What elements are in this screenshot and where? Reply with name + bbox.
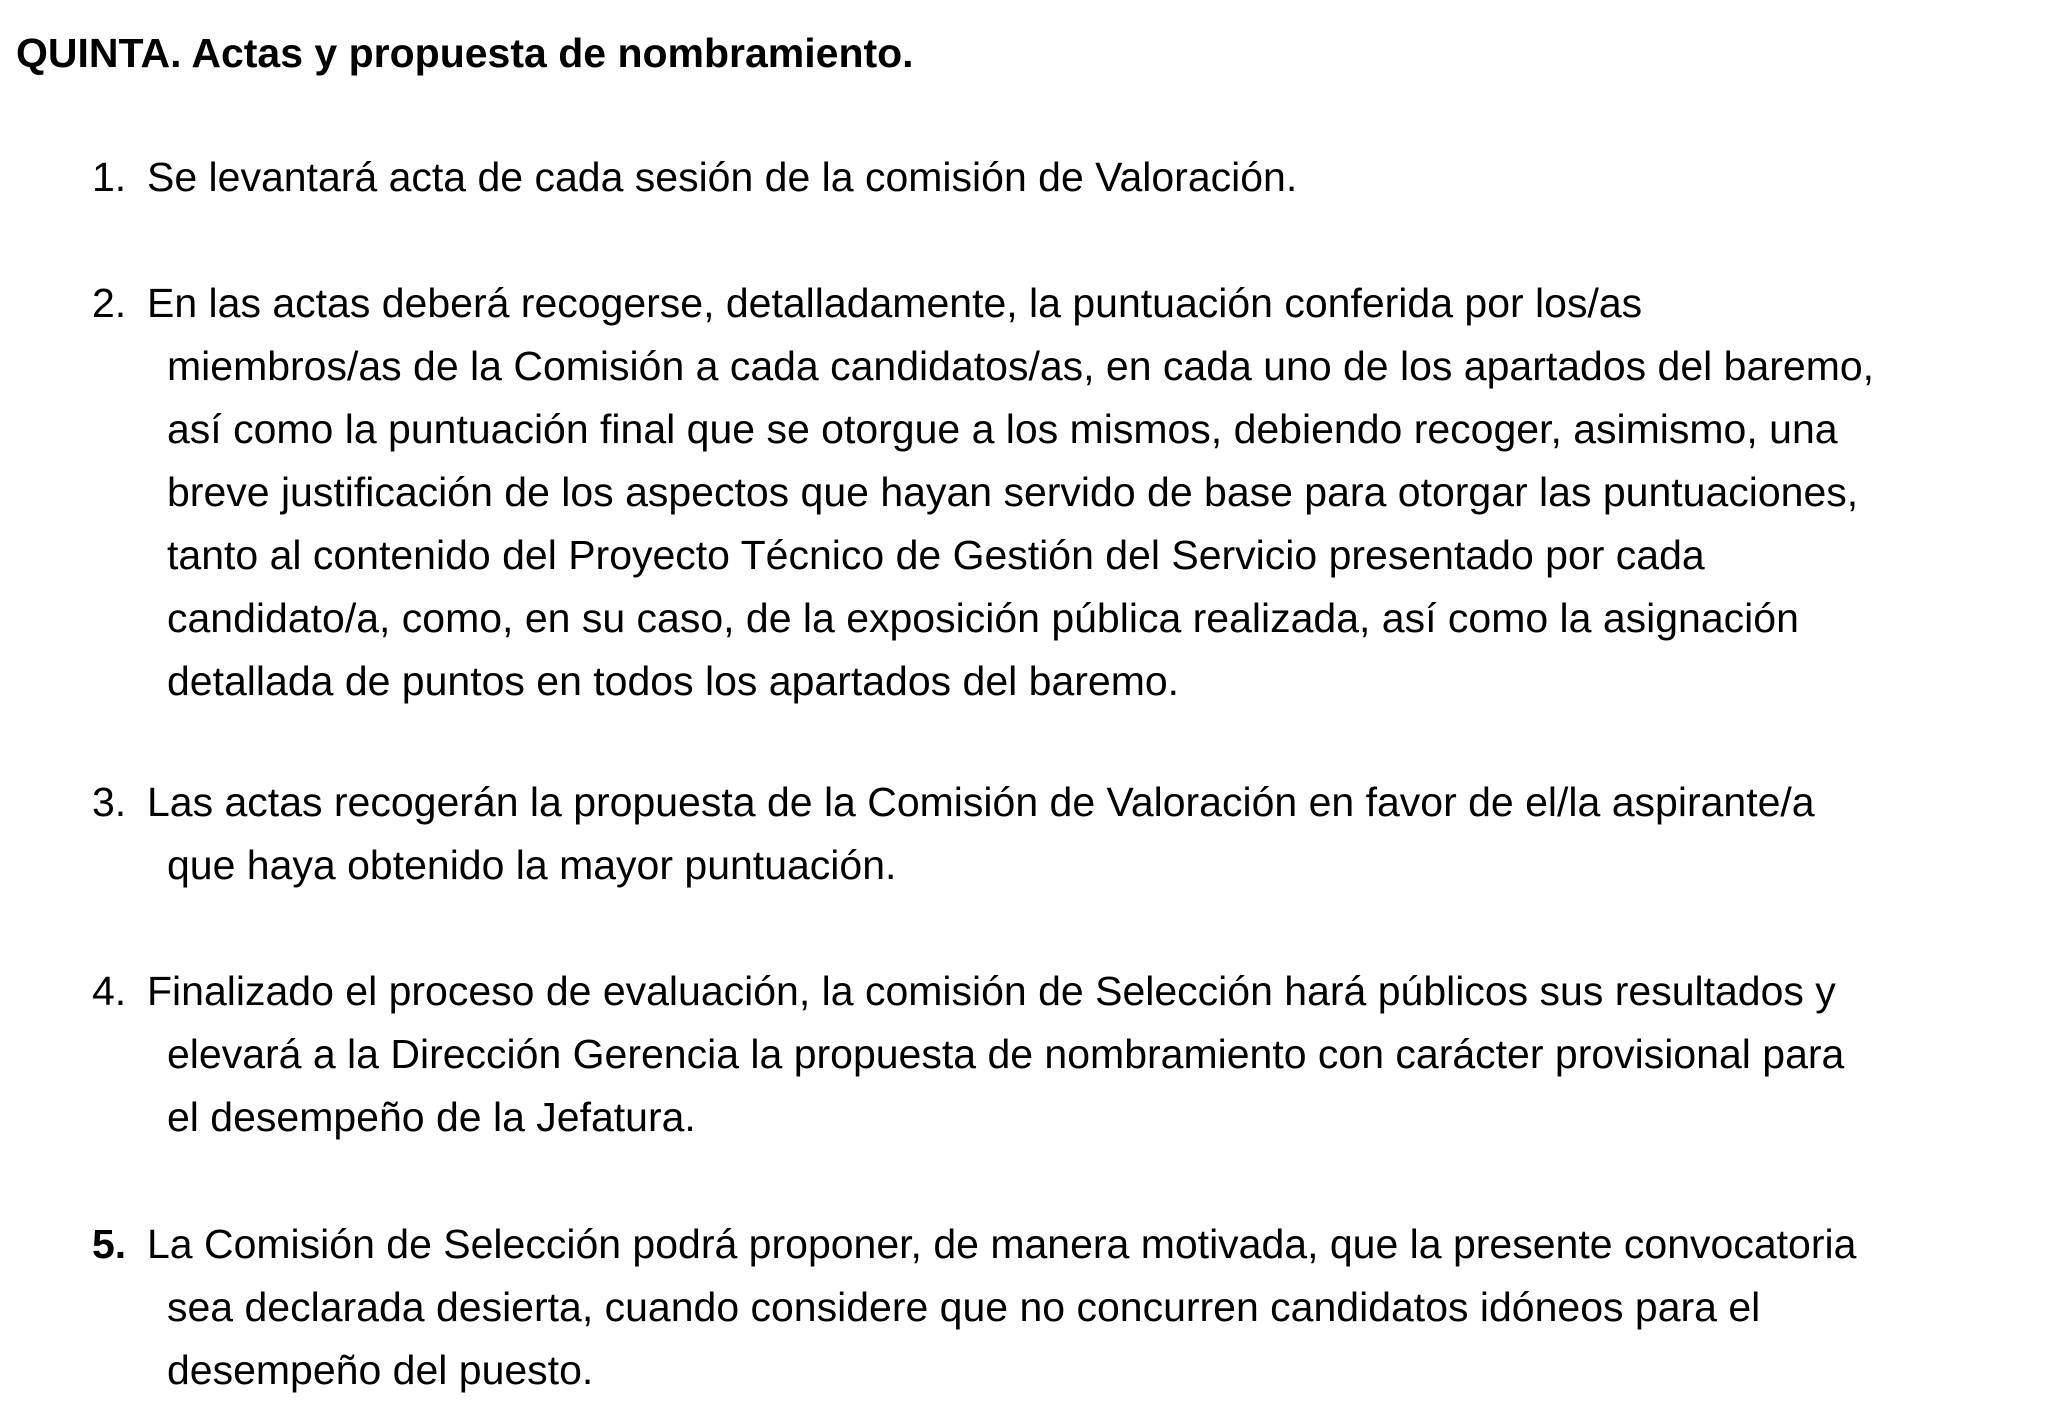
- list-item-number: 2.: [92, 280, 127, 326]
- list-item-text: elevará a la Dirección Gerencia la propuesta de nombramiento con carácter provisional para: [167, 1031, 1845, 1077]
- list-item-text: miembros/as de la Comisión a cada candidatos/as, en cada uno de los apartados del baremo,: [167, 343, 1875, 389]
- list-item-text: detallada de puntos en todos los apartados del baremo.: [167, 658, 1180, 704]
- list-item: [92, 272, 2051, 713]
- list-item-text: tanto al contenido del Proyecto Técnico de Gestión del Servicio presentado por cada: [167, 532, 1705, 578]
- list-item: [92, 960, 2051, 1149]
- list-item: [92, 1213, 2051, 1402]
- list-item-text: el desempeño de la Jefatura.: [167, 1094, 696, 1140]
- list-item-text: candidato/a, como, en su caso, de la exposición pública realizada, así como la asignación: [167, 595, 1799, 641]
- list-item-number: 1.: [92, 154, 127, 200]
- list-item-text: La Comisión de Selección podrá proponer, de manera motivada, que la presente convocatoria: [147, 1221, 1857, 1267]
- list-item-text: Las actas recogerán la propuesta de la Comisión de Valoración en favor de el/la aspirante/a: [147, 779, 1815, 825]
- list-item-text: breve justificación de los aspectos que hayan servido de base para otorgar las puntuaciones,: [167, 469, 1859, 515]
- list-item-text: así como la puntuación final que se otorgue a los mismos, debiendo recoger, asimismo, una: [167, 406, 1838, 452]
- list-item-text: Finalizado el proceso de evaluación, la comisión de Selección hará públicos sus resultados y: [147, 968, 1836, 1014]
- list-item-text: Se levantará acta de cada sesión de la comisión de Valoración.: [147, 154, 1298, 200]
- list-item-text: sea declarada desierta, cuando considere que no concurren candidatos idóneos para el: [167, 1284, 1761, 1330]
- section-heading: QUINTA. Actas y propuesta de nombramiento.: [16, 30, 914, 76]
- list-item-text: desempeño del puesto.: [167, 1347, 594, 1393]
- list-item-number: 4.: [92, 968, 127, 1014]
- list-item-text: que haya obtenido la mayor puntuación.: [167, 842, 897, 888]
- list-item: [92, 771, 2051, 897]
- list-item-number: 5.: [92, 1221, 127, 1267]
- list-item: [92, 146, 2051, 209]
- list-item-number: 3.: [92, 779, 127, 825]
- list-item-text: En las actas deberá recogerse, detalladamente, la puntuación conferida por los/as: [147, 280, 1643, 326]
